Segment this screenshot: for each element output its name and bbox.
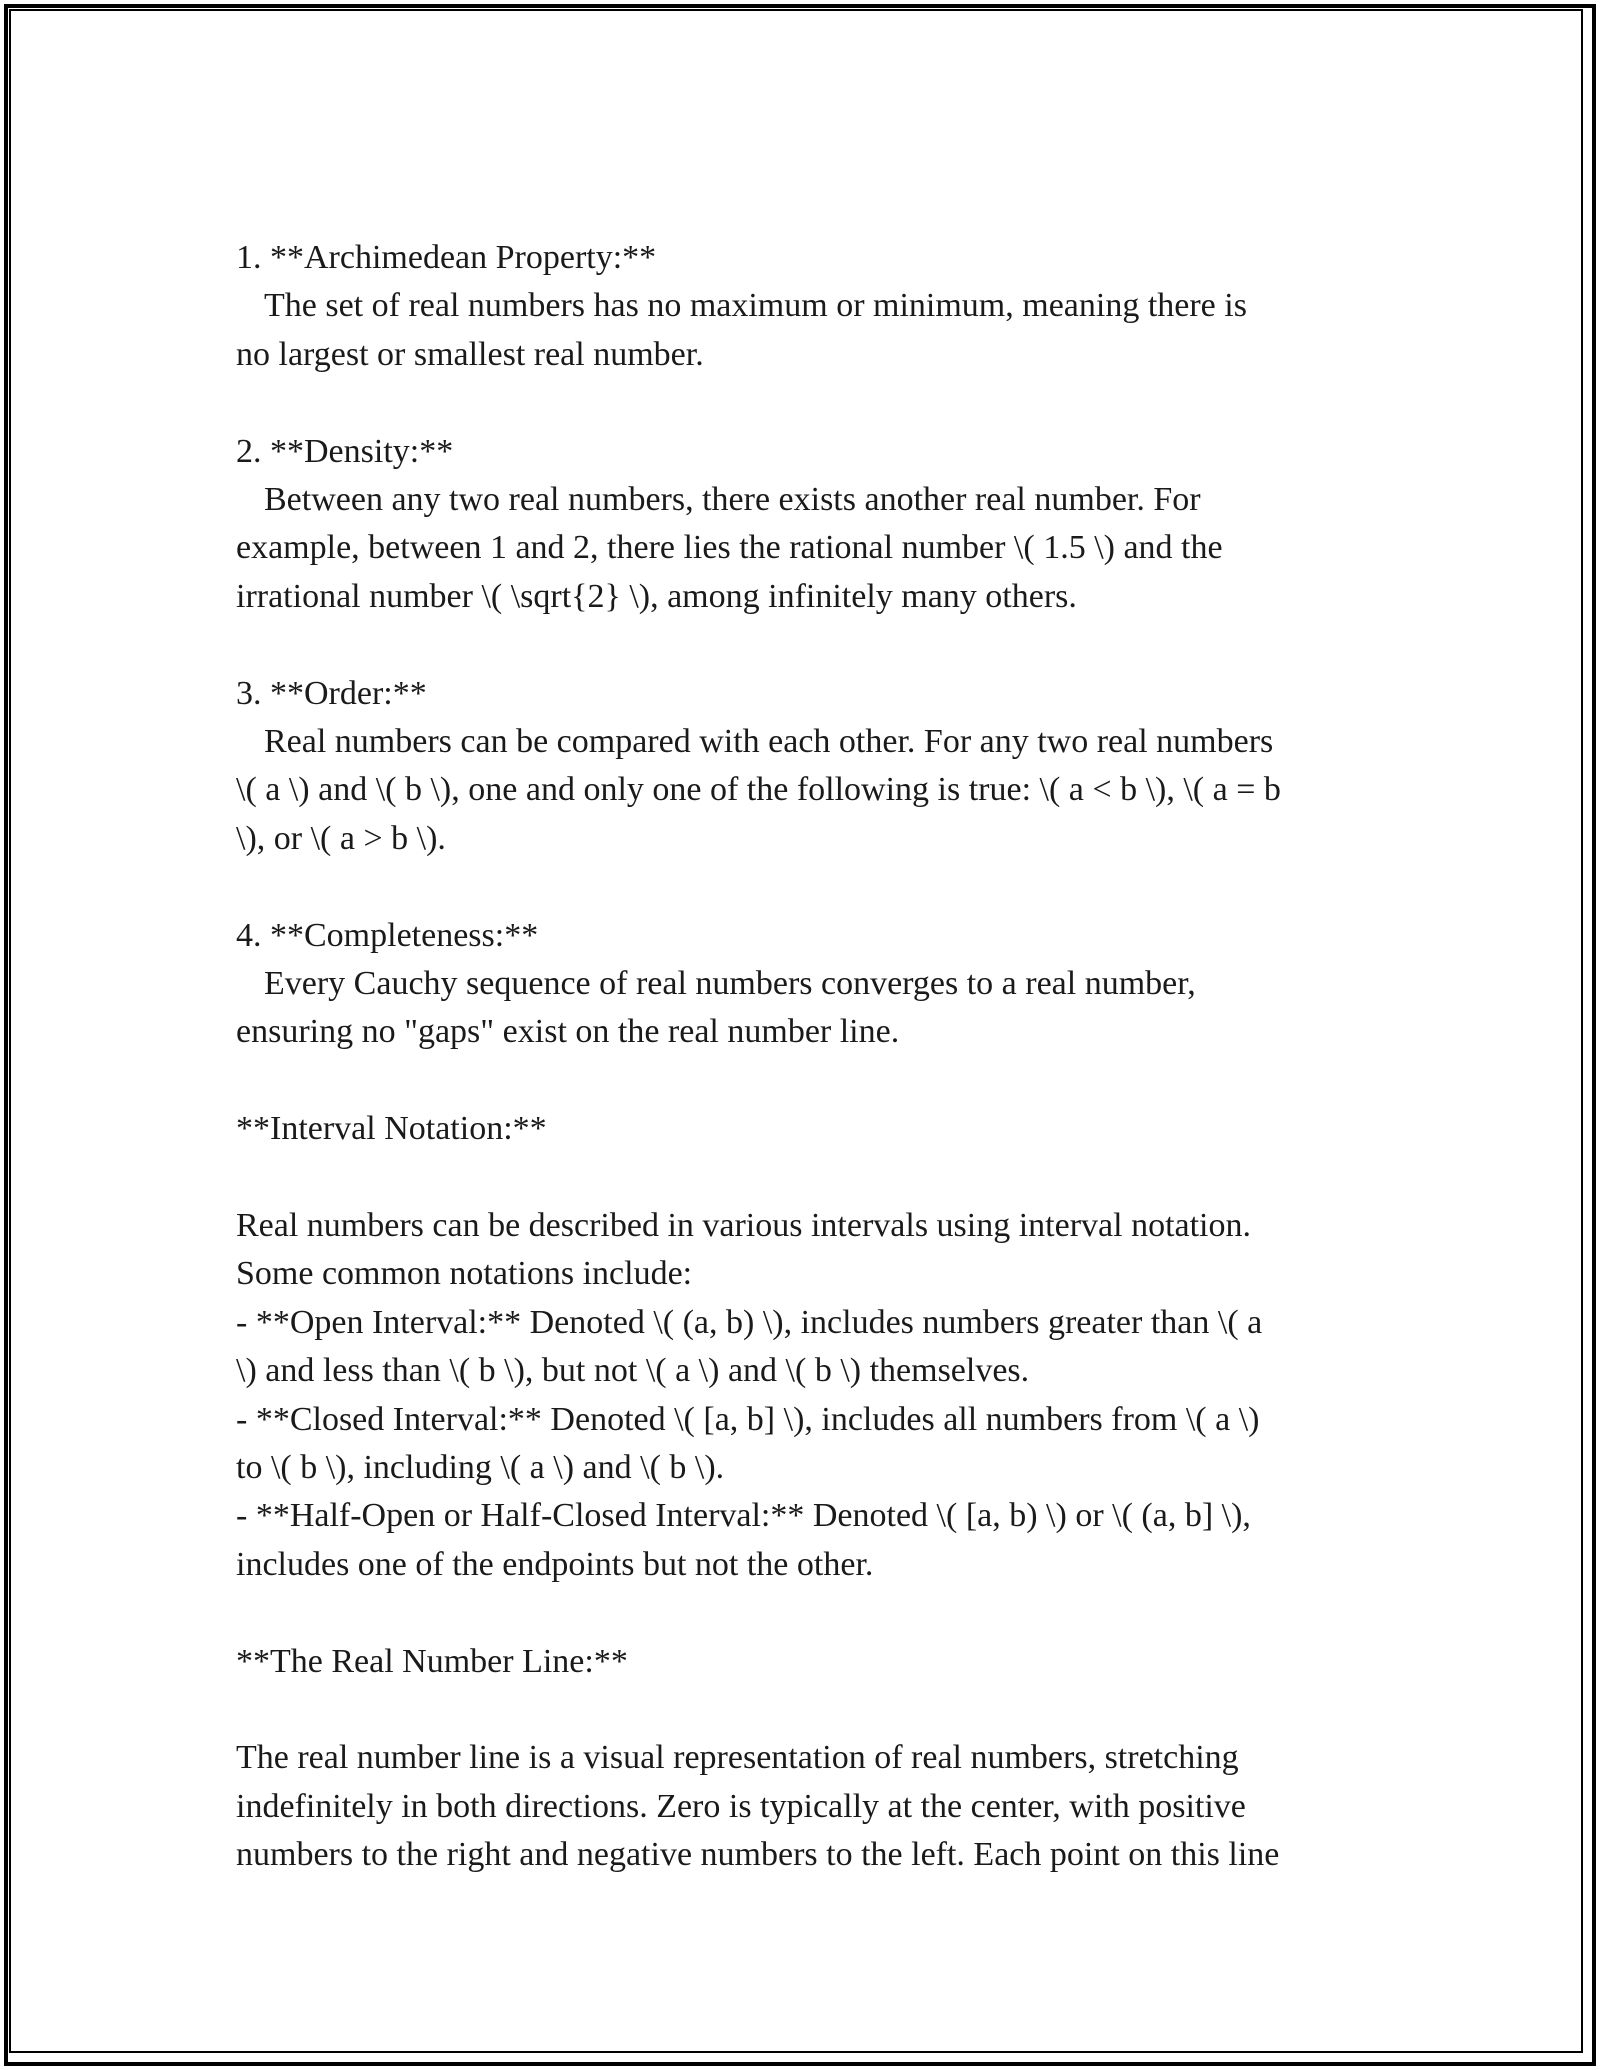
text-line: example, between 1 and 2, there lies the rational number \( 1.5 \) and the — [236, 529, 1223, 567]
section-heading-real-number-line — [236, 1638, 1376, 1686]
property-completeness — [236, 912, 1376, 1057]
text-line: \( a \) and \( b \), one and only one of the following is true: \( a < b \), \( a = b — [236, 771, 1281, 809]
list-item-closed-interval: - **Closed Interval:** Denoted \( [a, b] \), includes all numbers from \( a \) — [236, 1400, 1260, 1438]
text-line: Every Cauchy sequence of real numbers converges to a real number, — [264, 965, 1196, 1003]
text-line: Between any two real numbers, there exists another real number. For — [264, 481, 1201, 519]
real-number-line-text — [236, 1734, 1376, 1879]
text-line: The real number line is a visual representation of real numbers, stretching — [236, 1739, 1239, 1777]
heading-line: 2. **Density:** — [236, 432, 454, 470]
interval-notation-text — [236, 1202, 1376, 1589]
list-item-half-open-interval: - **Half-Open or Half-Closed Interval:** Denoted \( [a, b) \) or \( (a, b] \), — [236, 1497, 1251, 1535]
heading-line: 3. **Order:** — [236, 674, 427, 712]
text-line: to \( b \), including \( a \) and \( b \). — [236, 1449, 725, 1487]
section-heading: **Interval Notation:** — [236, 1110, 547, 1148]
heading-line: 4. **Completeness:** — [236, 916, 539, 954]
text-line: indefinitely in both directions. Zero is typically at the center, with positive — [236, 1787, 1246, 1825]
text-line: \), or \( a > b \). — [236, 819, 446, 857]
list-item-open-interval: - **Open Interval:** Denoted \( (a, b) \), includes numbers greater than \( a — [236, 1303, 1263, 1341]
text-line: \) and less than \( b \), but not \( a \) and \( b \) themselves. — [236, 1352, 1030, 1390]
text-line: no largest or smallest real number. — [236, 335, 704, 373]
property-density — [236, 428, 1376, 622]
section-heading: **The Real Number Line:** — [236, 1642, 628, 1680]
text-line: ensuring no "gaps" exist on the real number line. — [236, 1013, 900, 1051]
section-heading-interval-notation — [236, 1105, 1376, 1153]
text-line: Real numbers can be compared with each other. For any two real numbers — [264, 723, 1274, 761]
text-line: includes one of the endpoints but not the other. — [236, 1545, 874, 1583]
text-line: irrational number \( \sqrt{2} \), among infinitely many others. — [236, 577, 1077, 615]
heading-line: 1. **Archimedean Property:** — [236, 239, 657, 276]
text-line: Some common notations include: — [236, 1255, 693, 1293]
text-line: Real numbers can be described in various intervals using interval notation. — [236, 1207, 1252, 1245]
document-body — [236, 234, 1376, 1880]
property-order — [236, 670, 1376, 864]
text-line: The set of real numbers has no maximum or minimum, meaning there is — [264, 287, 1247, 325]
text-line: numbers to the right and negative numbers to the left. Each point on this line — [236, 1836, 1280, 1874]
property-archimedean — [236, 234, 1376, 379]
